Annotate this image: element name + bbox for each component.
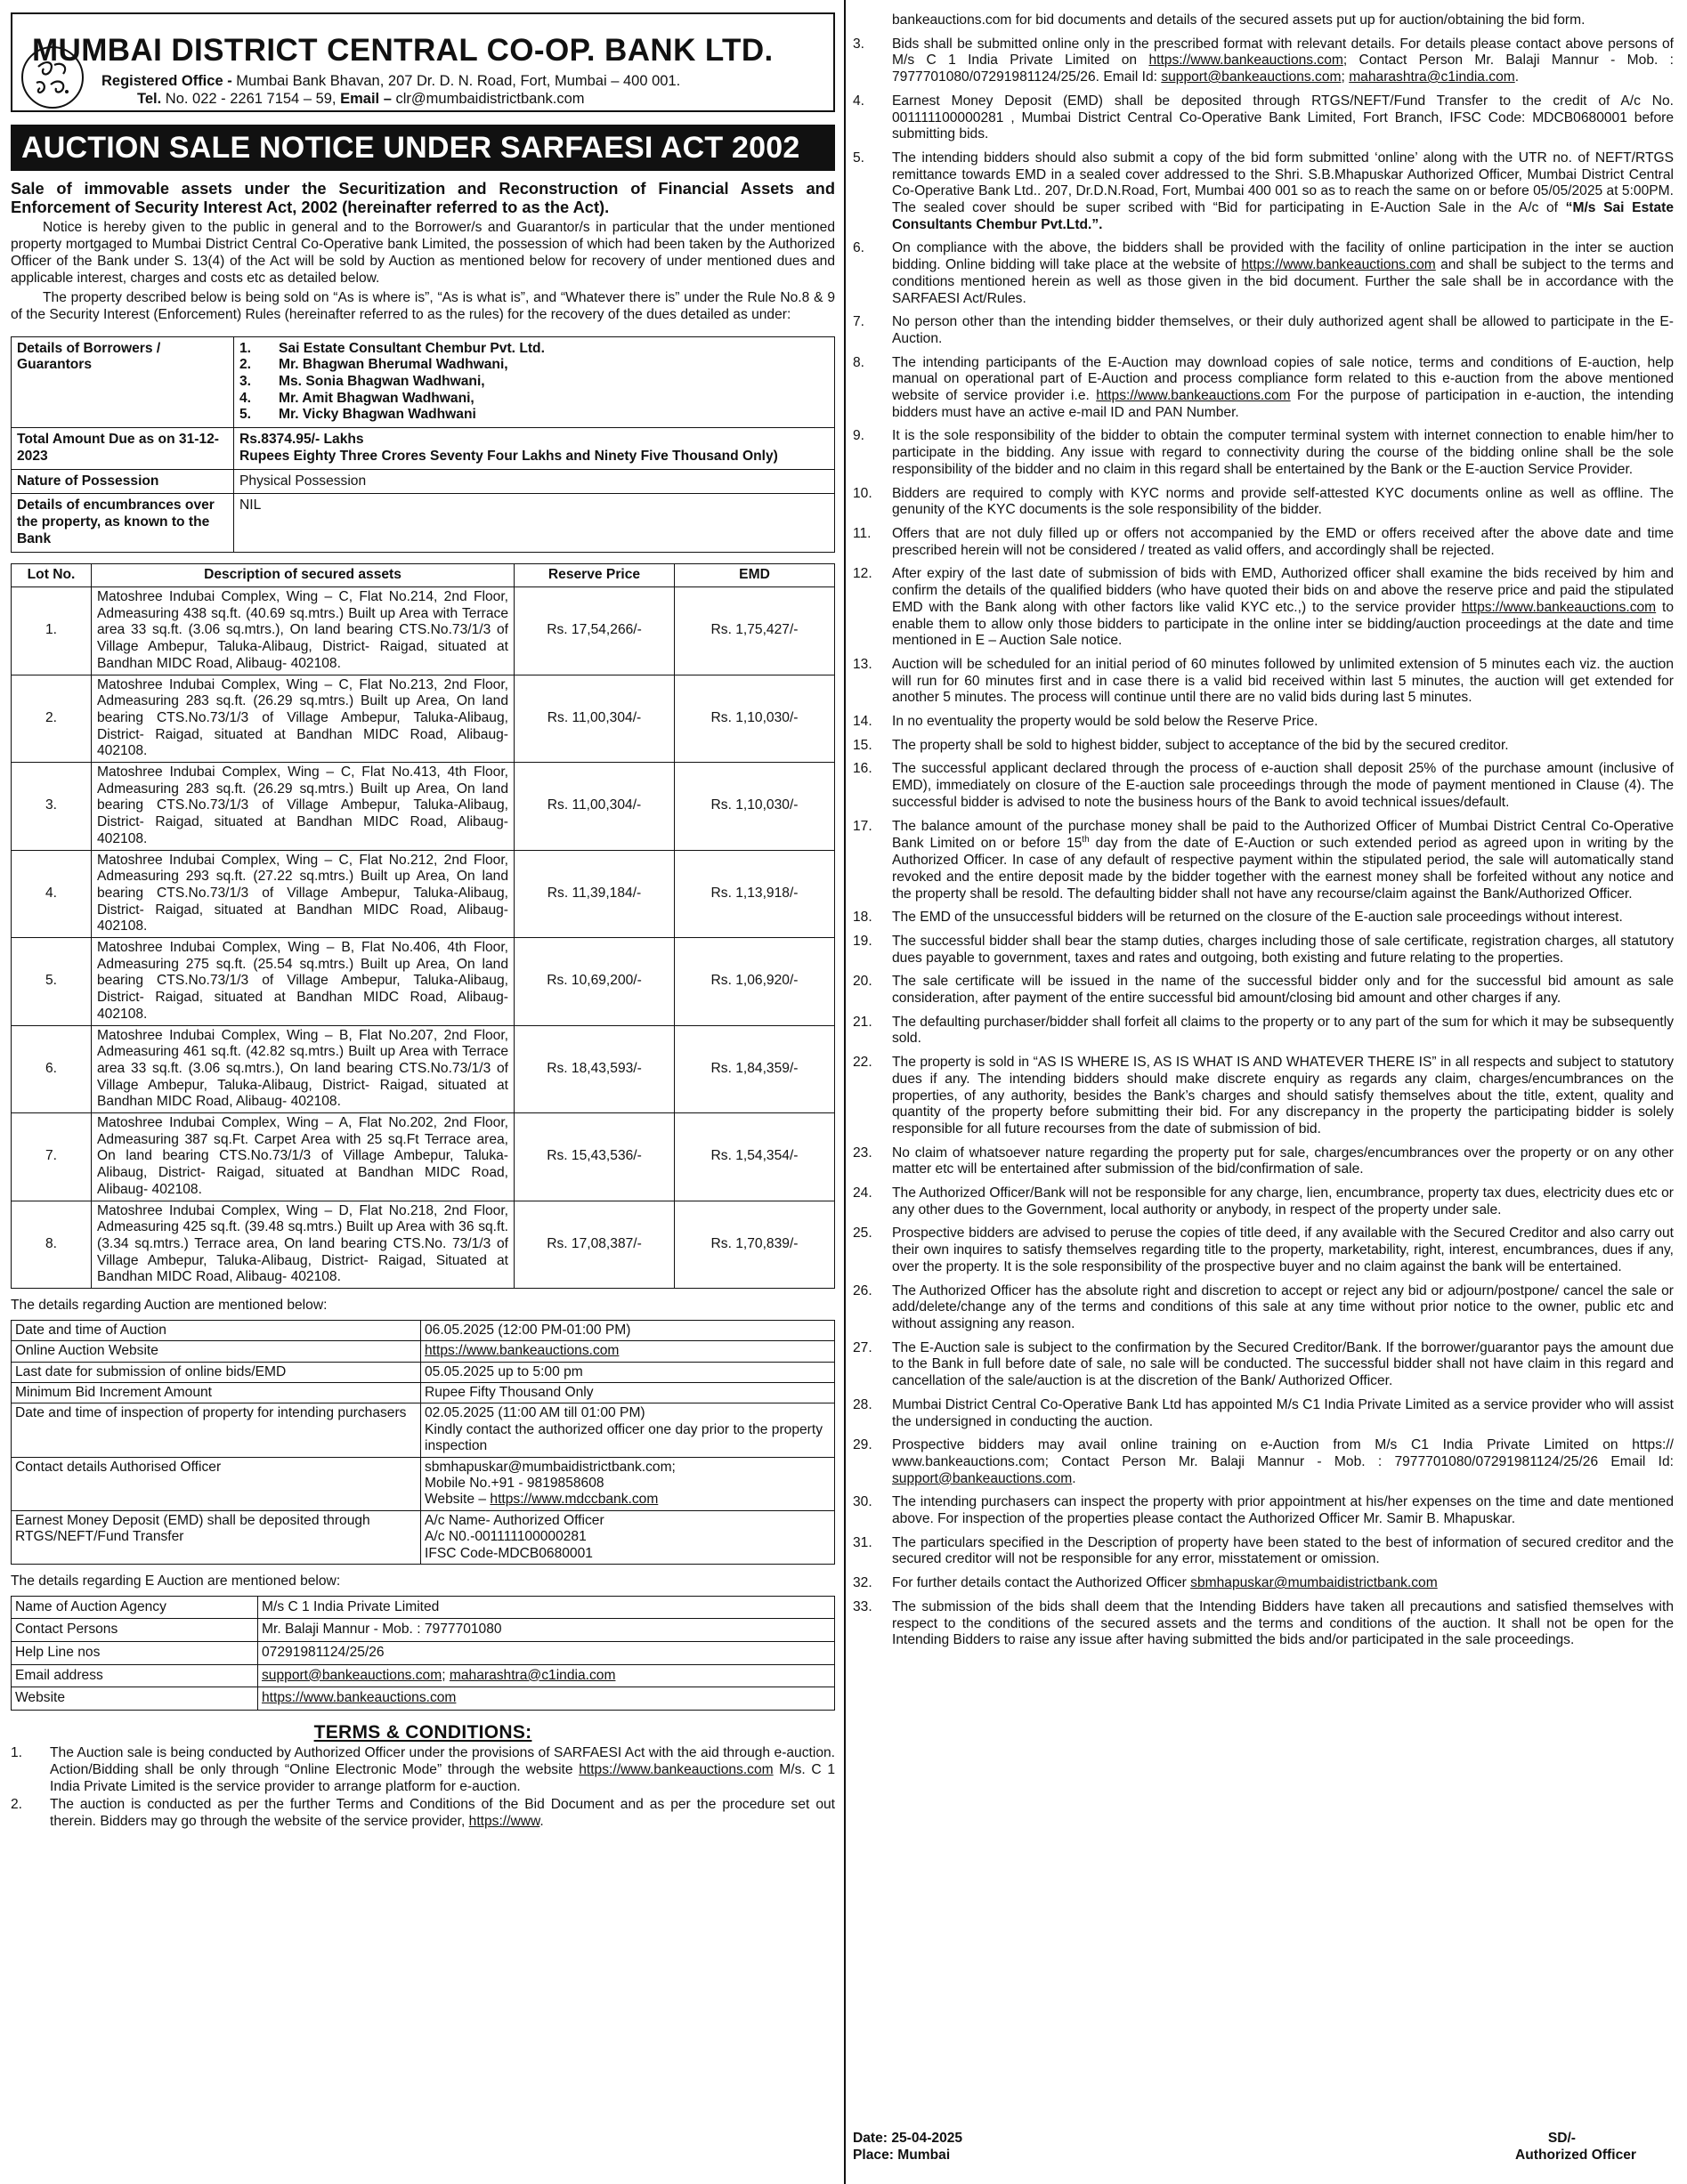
lot-row xyxy=(12,850,835,938)
website-link[interactable]: https://www.bankeauctions.com xyxy=(1096,388,1291,404)
term-item xyxy=(853,1397,1674,1430)
term-item xyxy=(853,714,1674,731)
amount-words: Rupees Eighty Three Crores Seventy Four Lakhs and Ninety Five Thousand Only) xyxy=(239,448,778,464)
column-divider xyxy=(844,0,846,2184)
term-text: Bids shall be submitted online only in the prescribed format with relevant details. For details please contact above persons of M/s C 1 India Private Limited on https://www.bankeauctions.com; Contact Person Mr. Balaji Mannur - Mob. : 7977701080/07291981124/25/26. Email Id: support@bankeauctions.com; maharashtra@c1india.com. xyxy=(892,36,1674,85)
term-item xyxy=(853,566,1674,650)
lot-emd: Rs. 1,84,359/- xyxy=(675,1025,835,1113)
term-text: The E-Auction sale is subject to the confirmation by the Secured Creditor/Bank. If the borrower/guarantor pays the amount due to the Bank in full before date of sale, no sale will be conducted. The successful bidder shall not have claim in this regard and cancellation of the sale/auction is at the discretion of the Bank/ Authorized Officer. xyxy=(892,1339,1674,1389)
website-link[interactable]: https://www.bankeauctions.com xyxy=(1461,599,1657,615)
auction-detail-label: Date and time of Auction xyxy=(12,1320,421,1340)
term-number: 9. xyxy=(853,428,865,444)
term-text: For further details contact the Authorized Officer sbmhapuskar@mumbaidistrictbank.com xyxy=(892,1575,1438,1591)
auction-detail-row xyxy=(12,1320,835,1340)
term-text: The particulars specified in the Description of property have been stated to the best of information of secured creditor and the secured creditor will not be responsible for any error, misstatement or omission. xyxy=(892,1534,1674,1567)
term-text: The defaulting purchaser/bidder shall forfeit all claims to the property or to any part of the sum for which it may be subsequently sold. xyxy=(892,1014,1674,1047)
term-text: The EMD of the unsuccessful bidders will be returned on the closure of the E-auction sale proceedings without interest. xyxy=(892,910,1623,926)
eauction-detail-label: Website xyxy=(12,1687,258,1711)
eauction-detail-value xyxy=(258,1687,835,1711)
lot-reserve-price: Rs. 10,69,200/- xyxy=(515,938,675,1026)
term-item xyxy=(853,240,1674,307)
eauction-detail-row xyxy=(12,1687,835,1711)
website-link[interactable]: https://www.bankeauctions.com xyxy=(262,1690,457,1706)
right-column xyxy=(853,12,1674,1656)
term-item xyxy=(853,738,1674,755)
term-number: 29. xyxy=(853,1437,872,1453)
lot-emd: Rs. 1,54,354/- xyxy=(675,1113,835,1201)
lot-emd: Rs. 1,13,918/- xyxy=(675,850,835,938)
notice-paragraph-1: Notice is hereby given to the public in general and to the Borrower/s and Guarantor/s in particular that the under mentioned property mortgaged to Mumbai District Central Co-Operative bank Limited, the possession of which had been taken by the Authorized Officer of the Bank under S. 13(4) of the Act will be sold by Auction as mentioned below for recovery of under mentioned dues and applicable interest, charges and costs etc as detailed below. xyxy=(11,220,835,286)
term-number: 30. xyxy=(853,1494,872,1510)
eauction-detail-value: Mr. Balaji Mannur - Mob. : 7977701080 xyxy=(258,1619,835,1642)
eauction-detail-value: M/s C 1 India Private Limited xyxy=(258,1596,835,1619)
lot-row xyxy=(12,1113,835,1201)
lot-emd: Rs. 1,75,427/- xyxy=(675,586,835,675)
website-link[interactable]: https://www.mdccbank.com xyxy=(490,1492,659,1508)
auction-detail-line: IFSC Code-MDCB0680001 xyxy=(425,1545,593,1561)
reg-label: Registered Office - xyxy=(101,73,232,89)
auction-detail-value xyxy=(421,1510,835,1564)
auction-detail-label: Last date for submission of online bids/EMD xyxy=(12,1362,421,1382)
notice-date: Date: 25-04-2025 xyxy=(853,2131,963,2146)
term-number: 28. xyxy=(853,1396,872,1412)
auction-detail-line: 02.05.2025 (11:00 AM till 01:00 PM) xyxy=(425,1405,645,1421)
lot-number: 4. xyxy=(12,850,92,938)
borrower-item xyxy=(239,357,829,374)
term-item xyxy=(853,761,1674,811)
auction-detail-row xyxy=(12,1341,835,1362)
term-text: The Auction sale is being conducted by Authorized Officer under the provisions of SARFAESI Act with the aid through e-auction. Action/Bidding shall be only through “Online Electronic Mode” through the website https://www.bankeauctions.com M/s. C 1 India Private Limited is the service provider to arrange platform for e-auction. xyxy=(50,1745,835,1794)
term-item xyxy=(853,1535,1674,1568)
terms-list-right xyxy=(853,36,1674,1649)
term-2-continued: bankeauctions.com for bid documents and details of the secured assets put up for auction/obtaining the bid form. xyxy=(892,12,1586,28)
auction-detail-value xyxy=(421,1362,835,1382)
term-number: 25. xyxy=(853,1225,872,1242)
auction-detail-value xyxy=(421,1341,835,1362)
lot-number: 6. xyxy=(12,1025,92,1113)
auction-detail-line: Mobile No.+91 - 9819858608 xyxy=(425,1475,604,1491)
lot-number: 2. xyxy=(12,675,92,763)
term-text: Prospective bidders may avail online training on e-Auction from M/s C1 India Private Limited on https:// www.bankeauctions.com; Contact Person Mr. Balaji Mannur - Mob. : 7977701080/07291981124/25/26 Email Id: support@bankeauctions.com. xyxy=(892,1437,1674,1486)
borrower-details-table xyxy=(11,336,835,554)
sd-mark: SD/- xyxy=(1547,2131,1576,2146)
reserve-price-header: Reserve Price xyxy=(515,564,675,587)
term-text: The sale certificate will be issued in the name of the successful bidder only and for the successful bid amount as sale consideration, after payment of the entire successful bid amount/closing bid amount and other charges if any. xyxy=(892,974,1674,1007)
terms-title: TERMS & CONDITIONS: xyxy=(313,1722,532,1743)
term-text: Offers that are not duly filled up or offers not accompanied by the EMD or offers received after the above date and time prescribed herein will not be considered / treated as valid offers, and accordingly shall be rejected. xyxy=(892,525,1674,558)
lot-emd: Rs. 1,06,920/- xyxy=(675,938,835,1026)
term-number: 14. xyxy=(853,714,872,730)
lot-reserve-price: Rs. 17,08,387/- xyxy=(515,1201,675,1289)
term-text: Bidders are required to comply with KYC norms and provide self-attested KYC documents online as well as offline. The genunity of the KYC documents is the sole responsibility of the bidder. xyxy=(892,485,1674,518)
email-link[interactable]: support@bankeauctions.com xyxy=(262,1667,442,1683)
term-number: 15. xyxy=(853,737,872,753)
tel-value: No. 022 - 2261 7154 – 59, xyxy=(161,90,341,107)
term-item xyxy=(853,1437,1674,1487)
term-number: 6. xyxy=(853,240,865,256)
lot-description: Matoshree Indubai Complex, Wing – D, Flat No.218, 2nd Floor, Admeasuring 425 sq.ft. (39.48 sq.mtrs.) Built up Area with 36 sq.ft. (3.34 sq.mtrs.) Terrace area, On land bearing CTS.No. 73/1/3 of Village Ambepur, Taluka-Alibaug, District- Raigad, Situated at Bandhan MIDC Road, Alibaug- 402108. xyxy=(92,1201,515,1289)
term-number: 27. xyxy=(853,1339,872,1355)
reg-address: Mumbai Bank Bhavan, 207 Dr. D. N. Road, Fort, Mumbai – 400 001. xyxy=(231,73,681,89)
term-text: Prospective bidders are advised to peruse the copies of title deed, if any available with the Secured Creditor and also carry out their own inquires to satisfy themselves regarding title to the property, marketability, right, interest, encumbrances, dues if any, over the property. It is the sole responsibility of the prospective buyer and no claim against the bank will be entertained. xyxy=(892,1225,1674,1274)
lot-row xyxy=(12,586,835,675)
terms-list-left xyxy=(11,1745,835,1831)
borrower-number: 5. xyxy=(239,407,252,423)
eauction-detail-value: 07291981124/25/26 xyxy=(258,1642,835,1665)
term-number: 19. xyxy=(853,933,872,949)
lot-number: 8. xyxy=(12,1201,92,1289)
email-label: Email – xyxy=(340,90,392,107)
auction-detail-line: A/c N0.-001111100000281 xyxy=(425,1529,587,1545)
auction-detail-line: Website – https://www.mdccbank.com xyxy=(425,1492,659,1508)
auction-detail-value xyxy=(421,1457,835,1510)
auction-detail-row xyxy=(12,1362,835,1382)
term-text: The balance amount of the purchase money shall be paid to the Authorized Officer of Mumbai District Central Co-Operative Bank Limited on or before 15th day from the date of E-Auction or such extended period as agreed upon in writing by the Authorized Officer. In case of any default of respective payment within the stipulated period, the sale will automatically stand revoked and the entire deposit made by the bidder together with the earnest money shall be forfeited without any notice and the property shall be resold. The defaulting bidder shall not have any recourse/claim against the Bank/Authorized Officer. xyxy=(892,818,1674,902)
tel-label: Tel. xyxy=(137,90,162,107)
lot-row xyxy=(12,1025,835,1113)
term-text: The submission of the bids shall deem that the Intending Bidders have taken all precautions and satisfied themselves with respect to the conditions of the secured assets and the terms and conditions of the auction. It shall not be open for the Intending Bidders to raise any issue after having submitted the bids and/or participated in the sale proceedings. xyxy=(892,1598,1674,1648)
term-text: It is the sole responsibility of the bidder to obtain the computer terminal system with internet connection to enable him/her to participate in the bidding. Any issue with regard to connectivity during the course of the bidding online shall be the sole responsibility of the bidder and no claim in this regard shall be entertained by the Bank or the E-auction Service Provider. xyxy=(892,428,1674,477)
term-text: The Authorized Officer has the absolute right and discretion to accept or reject any bid or adjourn/postpone/ cancel the sale or add/delete/change any of the terms and conditions of this sale at any time without prior notice to the owner, public etc and without assigning any reason. xyxy=(892,1282,1674,1331)
lot-row xyxy=(12,938,835,1026)
term-number: 10. xyxy=(853,485,872,501)
borrowers-list xyxy=(234,336,835,428)
term-item xyxy=(853,974,1674,1007)
auction-detail-line: A/c Name- Authorized Officer xyxy=(425,1512,604,1528)
auction-details-heading: The details regarding Auction are mentioned below: xyxy=(11,1298,328,1314)
term-text: Auction will be scheduled for an initial period of 60 minutes followed by unlimited extension of 5 minutes each viz. the auction will run for 60 minutes first and in case there is a valid bid received within last 5 minutes, the auction will get extended for another 5 minutes. The process will continue until there are no valid bids during last 5 minutes. xyxy=(892,656,1674,706)
lot-reserve-price: Rs. 17,54,266/- xyxy=(515,586,675,675)
signature-block xyxy=(853,2131,1674,2164)
term-item xyxy=(853,1340,1674,1390)
website-link[interactable]: https://www.bankeauctions.com xyxy=(579,1762,774,1777)
lot-no-header: Lot No. xyxy=(12,564,92,587)
term-text: In no eventuality the property would be sold below the Reserve Price. xyxy=(892,714,1318,730)
lots-table xyxy=(11,563,835,1289)
auction-detail-value xyxy=(421,1403,835,1457)
term-text: No person other than the intending bidder themselves, or their duly authorized agent shall be allowed to participate in the E-Auction. xyxy=(892,314,1674,346)
eauction-detail-value: support@bankeauctions.com; maharashtra@c1india.com xyxy=(258,1664,835,1687)
term-item xyxy=(853,36,1674,86)
borrower-name: Mr. Amit Bhagwan Wadhwani, xyxy=(279,390,474,406)
eauction-details-heading: The details regarding E Auction are mentioned below: xyxy=(11,1573,341,1589)
lot-reserve-price: Rs. 11,00,304/- xyxy=(515,675,675,763)
auction-detail-value xyxy=(421,1382,835,1403)
term-number: 22. xyxy=(853,1055,872,1071)
term-item xyxy=(853,93,1674,143)
term-text: On compliance with the above, the bidders shall be provided with the facility of online participation in the inter se auction bidding. Online bidding will take place at the website of https://www.bankeauctions.com and shall be subject to the terms and conditions mentioned herein as well as those given in the bid document. Further the sale shall be in accordance with the SARFAESI Act/Rules. xyxy=(892,240,1674,306)
auction-detail-label: Earnest Money Deposit (EMD) shall be deposited through RTGS/NEFT/Fund Transfer xyxy=(12,1510,421,1564)
lot-description: Matoshree Indubai Complex, Wing – C, Flat No.214, 2nd Floor, Admeasuring 438 sq.ft. (40.69 sq.mtrs.) Built up Area with Terrace area 33 sq.ft. (3.06 sq.mtrs.), On land bearing CTS.No.73/1/3 of Village Ambepur, Taluka-Alibaug, District- Raigad, situated at Bandhan MIDC Road, Alibaug- 402108. xyxy=(92,586,515,675)
borrower-name: Mr. Vicky Bhagwan Wadhwani xyxy=(279,407,476,423)
description-header: Description of secured assets xyxy=(92,564,515,587)
term-text: Earnest Money Deposit (EMD) shall be deposited through RTGS/NEFT/Fund Transfer to the credit of A/c No. 001111100000281 , Mumbai District Central Co-Operative Bank Limited, Fort Branch, IFSC Code: MDCB0680001 before submitting bids. xyxy=(892,93,1674,142)
auction-detail-row xyxy=(12,1403,835,1457)
term-item xyxy=(853,355,1674,422)
term-item xyxy=(853,1055,1674,1138)
term-text: Mumbai District Central Co-Operative Bank Ltd has appointed M/s C1 India Private Limited as a service provider who will assist the undersigned in conducting the auction. xyxy=(892,1396,1674,1429)
auction-detail-line: sbmhapuskar@mumbaidistrictbank.com; xyxy=(425,1459,676,1475)
term-number: 20. xyxy=(853,974,872,990)
borrower-number: 4. xyxy=(239,390,252,406)
possession-label: Nature of Possession xyxy=(12,469,234,494)
term-item xyxy=(853,150,1674,234)
term-number: 5. xyxy=(853,150,865,166)
lead-paragraph: Sale of immovable assets under the Securitization and Reconstruction of Financial Assets and Enforcement of Security Interest Act, 2002 (hereinafter referred to as the Act). xyxy=(11,179,835,217)
term-item xyxy=(853,1494,1674,1527)
website-link[interactable]: https://www.bankeauctions.com xyxy=(1241,257,1436,273)
auction-detail-line: 06.05.2025 (12:00 PM-01:00 PM) xyxy=(425,1322,631,1338)
auction-detail-row xyxy=(12,1382,835,1403)
lot-number: 1. xyxy=(12,586,92,675)
email-link[interactable]: maharashtra@c1india.com xyxy=(449,1667,616,1683)
eauction-detail-label: Email address xyxy=(12,1664,258,1687)
email-value: clr@mumbaidistrictbank.com xyxy=(391,90,585,107)
emd-header: EMD xyxy=(675,564,835,587)
term-text: The intending purchasers can inspect the property with prior appointment at his/her expenses on the time and date mentioned above. For inspection of the properties please contact the Authorized Officer Mr. Samir B. Mhapuskar. xyxy=(892,1494,1674,1527)
encumbrance-label: Details of encumbrances over the property, as known to the Bank xyxy=(12,494,234,553)
lot-description: Matoshree Indubai Complex, Wing – B, Flat No.207, 2nd Floor, Admeasuring 461 sq.ft. (42.82 sq.mtrs.) Built up Area with Terrace area 33 sq.ft. (3.06 sq.mtrs.), On land bearing CTS.No.73/1/3 of Village Ambepur, Taluka-Alibaug, District- Raigad, situated at Bandhan MIDC Road, Alibaug- 402108. xyxy=(92,1025,515,1113)
bank-name: MUMBAI DISTRICT CENTRAL CO-OP. BANK LTD. xyxy=(32,33,774,68)
term-number: 33. xyxy=(853,1598,872,1614)
term-number: 13. xyxy=(853,656,872,672)
term-number: 21. xyxy=(853,1014,872,1030)
borrower-number: 2. xyxy=(239,357,252,373)
lot-emd: Rs. 1,70,839/- xyxy=(675,1201,835,1289)
amount-cell xyxy=(234,428,835,469)
registered-office xyxy=(101,73,680,109)
lot-row xyxy=(12,763,835,851)
lot-reserve-price: Rs. 18,43,593/- xyxy=(515,1025,675,1113)
term-text: The intending participants of the E-Auction may download copies of sale notice, terms and conditions of E-auction, help manual on operational part of E-Auction and process compliance form related to this e-auction from the above mentioned website of service provider i.e. https://www.bankeauctions.com For the purpose of participation in e-auction, the intending bidders must have an active e-mail ID and PAN Number. xyxy=(892,354,1674,420)
eauction-detail-row xyxy=(12,1664,835,1687)
borrower-number: 1. xyxy=(239,340,252,356)
term-number: 2. xyxy=(11,1797,23,1813)
term-item xyxy=(853,819,1674,903)
eauction-detail-label: Help Line nos xyxy=(12,1642,258,1665)
term-text: The Authorized Officer/Bank will not be responsible for any charge, lien, encumbrance, property tax dues, electricity dues etc or any other dues to the Government, local authority or anybody, in respect of the property under sale. xyxy=(892,1185,1674,1217)
term-item xyxy=(853,1599,1674,1649)
term-text: The property shall be sold to highest bidder, subject to acceptance of the bid by the secured creditor. xyxy=(892,737,1509,753)
term-item xyxy=(853,1225,1674,1275)
borrower-name: Mr. Bhagwan Bherumal Wadhwani, xyxy=(279,357,508,373)
auction-details-table xyxy=(11,1320,835,1565)
borrower-item xyxy=(239,407,829,424)
lot-description: Matoshree Indubai Complex, Wing – C, Flat No.213, 2nd Floor, Admeasuring 283 sq.ft. (26.29 sq.mtrs.) Built up Area, On land bearing CTS.No.73/1/3 of Village Ambepur, Taluka-Alibaug, District- Raigad, situated at Bandhan MIDC Road, Alibaug- 402108. xyxy=(92,675,515,763)
amount-label: Total Amount Due as on 31-12-2023 xyxy=(12,428,234,469)
term-number: 17. xyxy=(853,818,872,834)
borrower-name: Ms. Sonia Bhagwan Wadhwani, xyxy=(279,374,485,390)
borrower-name: Sai Estate Consultant Chembur Pvt. Ltd. xyxy=(279,340,545,356)
auction-detail-row xyxy=(12,1457,835,1510)
auction-detail-row xyxy=(12,1510,835,1564)
term-item xyxy=(11,1745,835,1795)
email-link[interactable]: support@bankeauctions.com xyxy=(1161,69,1342,85)
borrower-number: 3. xyxy=(239,374,252,390)
term-text: The successful applicant declared through the process of e-auction shall deposit 25% of the purchase amount (inclusive of EMD), immediately on closure of the E-auction sale proceedings through the mode of payment mentioned in Clause (4). The successful bidder is advised to note the business hours of the Bank to avoid technical issues/default. xyxy=(892,761,1674,810)
eauction-detail-label: Contact Persons xyxy=(12,1619,258,1642)
term-text: The auction is conducted as per the further Terms and Conditions of the Bid Document and as per the procedure set out therein. Bidders may go through the website of the service provider, https://www. xyxy=(50,1797,835,1830)
website-link[interactable]: https://www xyxy=(468,1814,540,1830)
term-text: After expiry of the last date of submission of bids with EMD, Authorized officer shall examine the bids received by him and confirm the details of the qualified bidders (who have quoted their bids on and above the reserve price and paid the stipulated EMD with the Bank along with other factors like valid KYC etc.,) to the service provider https://www.bankeauctions.com to enable them to allow only those bidders to participate in the online inter se bidding/auction proceedings at the date and time mentioned in E – Auction Sale notice. xyxy=(892,566,1674,649)
term-number: 12. xyxy=(853,566,872,582)
lot-description: Matoshree Indubai Complex, Wing – C, Flat No.212, 2nd Floor, Admeasuring 293 sq.ft. (27.22 sq.mtrs.) Built up Area, On land bearing CTS.No.73/1/3 of Village Ambepur, Taluka-Alibaug, District- Raigad, situated at Bandhan MIDC Road, Alibaug- 402108. xyxy=(92,850,515,938)
term-item xyxy=(11,1797,835,1830)
borrower-item xyxy=(239,341,829,358)
term-number: 3. xyxy=(853,36,865,52)
auction-detail-label: Date and time of inspection of property for intending purchasers xyxy=(12,1403,421,1457)
term-number: 18. xyxy=(853,910,872,926)
notice-place: Place: Mumbai xyxy=(853,2147,951,2163)
eauction-detail-row xyxy=(12,1619,835,1642)
lot-row xyxy=(12,1201,835,1289)
auction-detail-line: 05.05.2025 up to 5:00 pm xyxy=(425,1363,583,1379)
term-number: 4. xyxy=(853,93,865,109)
term-number: 1. xyxy=(11,1745,23,1761)
term-item xyxy=(853,428,1674,478)
lot-reserve-price: Rs. 11,00,304/- xyxy=(515,763,675,851)
borrower-item xyxy=(239,391,829,408)
amount-value: Rs.8374.95/- Lakhs xyxy=(239,432,364,448)
term-item xyxy=(853,1575,1674,1592)
lot-description: Matoshree Indubai Complex, Wing – B, Flat No.406, 4th Floor, Admeasuring 275 sq.ft. (25.54 sq.mtrs.) Built up Area, On land bearing CTS.No.73/1/3 of Village Ambepur, Taluka-Alibaug, District- Raigad, situated at Bandhan MIDC Road, Alibaug- 402108. xyxy=(92,938,515,1026)
bank-header xyxy=(11,12,835,112)
lot-number: 7. xyxy=(12,1113,92,1201)
lot-emd: Rs. 1,10,030/- xyxy=(675,675,835,763)
term-number: 23. xyxy=(853,1145,872,1161)
term-number: 7. xyxy=(853,314,865,330)
term-number: 31. xyxy=(853,1534,872,1550)
term-text: The property is sold in “AS IS WHERE IS, AS IS WHAT IS AND WHATEVER THERE IS” in all respects and subject to statutory dues if any. The intending bidders should make discrete enquiry as regards any claim, charges/encumbrances on the properties, of any authority, besides the Bank’s charges and should satisfy themselves about the title, extent, quality and quantity of the property before submitting their bid. For any discrepancy in the property the participating bidder is solely responsible for all future recourses from the date of submission of bid. xyxy=(892,1055,1674,1136)
lot-emd: Rs. 1,10,030/- xyxy=(675,763,835,851)
email-link[interactable]: sbmhapuskar@mumbaidistrictbank.com xyxy=(1190,1575,1438,1591)
term-item xyxy=(853,526,1674,559)
possession-value: Physical Possession xyxy=(234,469,835,494)
eauction-detail-row xyxy=(12,1596,835,1619)
email-link[interactable]: maharashtra@c1india.com xyxy=(1349,69,1515,85)
auction-detail-label: Minimum Bid Increment Amount xyxy=(12,1382,421,1403)
borrower-item xyxy=(239,374,829,391)
left-column xyxy=(11,12,835,1831)
term-number: 16. xyxy=(853,761,872,777)
term-number: 8. xyxy=(853,354,865,370)
encumbrance-value: NIL xyxy=(234,494,835,553)
authorized-officer-label: Authorized Officer xyxy=(1514,2147,1636,2163)
auction-detail-line[interactable]: https://www.bankeauctions.com xyxy=(425,1343,620,1359)
lot-description: Matoshree Indubai Complex, Wing – C, Flat No.413, 4th Floor, Admeasuring 283 sq.ft. (26.29 sq.mtrs.) Built up Area, On land bearing CTS.No.73/1/3 of Village Ambepur, Taluka-Alibaug, District- Raigad, situated at Bandhan MIDC Road, Alibaug- 402108. xyxy=(92,763,515,851)
term-text: The intending bidders should also submit a copy of the bid form submitted ‘online’ along with the UTR no. of NEFT/RTGS remittance towards EMD in a sealed cover addressed to the Shri. S.B.Mhapuskar Authorized Officer, Mumbai District Central Co-Operative Bank Ltd.. 207, Dr.D.N.Road, Fort, Mumbai 400 001 so as to reach the same on or before 05/05/2025 at 5:00PM. The sealed cover should be super scribed with “Bid for participating in E-Auction Sale in the A/c of “M/s Sai Estate Consultants Chembur Pvt.Ltd.”. xyxy=(892,150,1674,232)
lot-number: 3. xyxy=(12,763,92,851)
term-item xyxy=(853,657,1674,707)
lot-reserve-price: Rs. 11,39,184/- xyxy=(515,850,675,938)
eauction-detail-row xyxy=(12,1642,835,1665)
term-number: 11. xyxy=(853,525,872,541)
term-item xyxy=(853,934,1674,967)
eauction-detail-label: Name of Auction Agency xyxy=(12,1596,258,1619)
notice-paragraph-2: The property described below is being sold on “As is where is”, “As is what is”, and “Whatever there is” under the Rule No.8 & 9 of the Security Interest (Enforcement) Rules (hereinafter referred to as the rules) for the recovery of the dues detailed as under: xyxy=(11,290,835,322)
borrowers-label: Details of Borrowers / Guarantors xyxy=(12,336,234,428)
notice-title: AUCTION SALE NOTICE UNDER SARFAESI ACT 2002 xyxy=(11,125,835,171)
auction-detail-label: Contact details Authorised Officer xyxy=(12,1457,421,1510)
website-link[interactable]: https://www.bankeauctions.com xyxy=(1148,53,1343,69)
lot-reserve-price: Rs. 15,43,536/- xyxy=(515,1113,675,1201)
term-number: 24. xyxy=(853,1185,872,1201)
term-item xyxy=(853,486,1674,519)
term-item xyxy=(853,1185,1674,1218)
eauction-details-table xyxy=(11,1596,835,1711)
term-item xyxy=(853,910,1674,926)
term-text: No claim of whatsoever nature regarding the property put for sale, charges/encumbrances over the property or on any other matter etc will be entertained after submission of the bid/confirmation of sale. xyxy=(892,1145,1674,1177)
email-link[interactable]: support@bankeauctions.com xyxy=(892,1470,1073,1486)
auction-detail-line: Rupee Fifty Thousand Only xyxy=(425,1384,594,1400)
lot-row xyxy=(12,675,835,763)
term-item xyxy=(853,1145,1674,1178)
lot-number: 5. xyxy=(12,938,92,1026)
auction-detail-label: Online Auction Website xyxy=(12,1341,421,1362)
lot-description: Matoshree Indubai Complex, Wing – A, Flat No.202, 2nd Floor, Admeasuring 387 sq.Ft. Carpet Area with 25 sq.Ft Terrace area, On land bearing CTS.No.73/1/3 of Village Ambepur, Taluka-Alibaug, District- Raigad, situated at Bandhan MIDC Road, Alibaug- 402108. xyxy=(92,1113,515,1201)
term-number: 32. xyxy=(853,1575,872,1591)
term-item xyxy=(853,314,1674,347)
term-item xyxy=(853,1015,1674,1048)
term-number: 26. xyxy=(853,1282,872,1298)
term-item xyxy=(853,1283,1674,1333)
term-text: The successful bidder shall bear the stamp duties, charges including those of sale certificate, registration charges, all statutory dues payable to government, taxes and rates and outgoing, both existing and future relating to the properties. xyxy=(892,933,1674,966)
auction-detail-line: Kindly contact the authorized officer one day prior to the property inspection xyxy=(425,1421,823,1454)
auction-detail-value xyxy=(421,1320,835,1340)
